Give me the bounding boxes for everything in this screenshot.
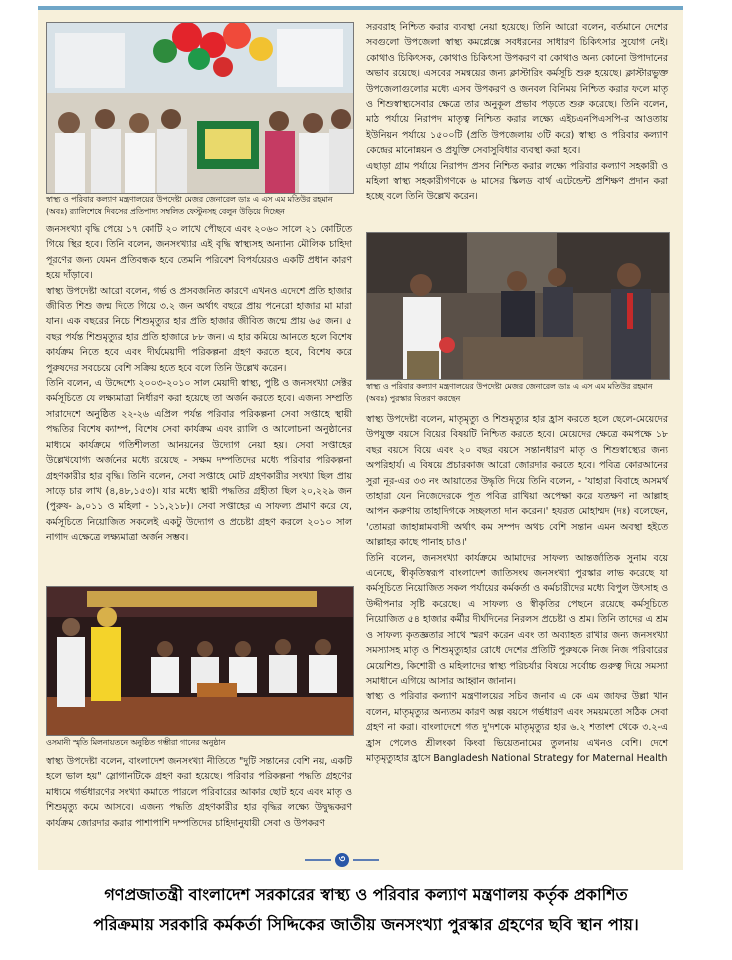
rally-photo-caption: স্বাস্থ্য ও পরিবার কল্যাণ মন্ত্রণালয়ের উপদেষ্টা মেজর জেনারেল ডাঃ এ এস এম মতিউর রহমান (অবঃ) র‍্যালিশেষে দিবসের প্রতিপাদ্য সম্বলিত ফেস্টুনসহ বেলুন উড়িয়ে দিচ্ছেন <box>46 195 333 216</box>
award-ceremony-photo <box>366 232 670 380</box>
left-column-bottom <box>46 754 352 831</box>
footer-line-2: পরিক্রমায় সরকারি কর্মকর্তা সিদ্দিকের জাতীয় জনসংখ্যা পুরস্কার গ্রহণের ছবি স্থান পায়। <box>93 915 639 934</box>
right-paragraph-1: সরবরাহ নিশ্চিত করার ব্যবস্থা নেয়া হয়েছে। তিনি আরো বলেন, বর্তমানে দেশের সবগুলো উপজেলা স্বাস্থ্য কমপ্লেক্সে সবধরনের সাধারণ চিকিৎসার সুযোগ নেই। কোথাও চিকিৎসক, কোথাও চিকিৎসা উপকরণ বা কোথাও অন্য কোনো উপাদানের অভাব রয়েছে। এসবের সমন্বয়ের জন্য ক্লাস্টারিং কর্মসূচি শুরু হয়েছে। ক্লাস্টারভুক্ত উপজেলাগুলোর মধ্যে এসব উপকরণ ও জনবল বিনিময় নিশ্চিত করার ফলে মাতৃ ও শিশুস্বাস্থ্যসেবার ক্ষেত্রে তার অনুকূল প্রভাব পড়তে শুরু করেছে। তিনি বলেন, মাঠ পর্যায়ে নিরাপদ মাতৃত্ব নিশ্চিত করার লক্ষ্যে এইচএনপিএসপি-র আওতায় ইউনিয়ন পর্যায়ে ১৫০০টি (প্রতি উপজেলায় ৩টি করে) স্বাস্থ্য ও পরিবার কল্যাণ কেন্দ্রের মানোন্নয়ন ও প্রযুক্তি সেবাসুবিধার ব্যবস্থা করা হবে। <box>366 22 668 157</box>
right-paragraph-5: স্বাস্থ্য ও পরিবার কল্যাণ মন্ত্রণালয়ের সচিব জনাব এ কে এম জাফর উল্লা খান বলেন, মাতৃমৃত্যুর অন্যতম কারণ অল্প বয়সে গর্ভধারণ এবং সময়মতো সঠিক সেবা গ্রহণ না করা। বাংলাদেশে গত দু'দশকে মাতৃমৃত্যুর হার ৬.২ শতাংশ থেকে ৩.২-এ হ্রাস পেলেও শ্রীলংকা কিংবা ভিয়েতনামের তুলনায় এখনও বেশি। দেশে মাতৃমৃত্যুহার হ্রাসে Bangladesh National Strategy for Maternal Health <box>366 691 668 764</box>
left-paragraph-3: তিনি বলেন, এ উদ্দেশ্যে ২০০৩-২০১০ সাল মেয়াদী স্বাস্থ্য, পুষ্টি ও জনসংখ্যা সেক্টর কর্মসূচিতে যে লক্ষ্যমাত্রা নির্ধারণ করা হয়েছে তা অর্জন করতে হবে। এজন্য সম্প্রতি সারাদেশে অনুষ্ঠিত ২২-২৬ এপ্রিল পর্যন্ত পরিবার পরিকল্পনা সেবা সপ্তাহে স্থায়ী পদ্ধতির বিশেষ ক্যাম্প, বিশেষ সেবা কার্যক্রম এবং র‍্যালি ও আলোচনা অনুষ্ঠানের মাধ্যমে কার্যক্রমে গতিশীলতা আনয়নের উদ্যোগ নেয়া হয়। সেবা সপ্তাহের উল্লেখযোগ্য অর্জনের মধ্যে রয়েছে - সক্ষম দম্পতিদের মধ্যে পরিবার পরিকল্পনা গ্রহণকারীর হার বৃদ্ধি। তিনি বলেন, সেবা সপ্তাহে মোট গ্রহণকারীর সংখ্যা ছিল প্রায় সাড়ে চার লাখ (৪,৪৮,১৫৩)। যার মধ্যে স্থায়ী পদ্ধতির গ্রহীতা ছিল ২০,২২৯ জন (পুরুষ- ৯,০১১ ও মহিলা - ১১,২১৮)। সেবা সপ্তাহের এ সাফল্য প্রমাণ করে যে, কর্মসূচিতে নিয়োজিত সকলেই একটু উদ্যোগ ও প্রচেষ্টা গ্রহণ করলে ২০১০ সাল নাগাদ এক্ষেত্রে লক্ষ্যমাত্রা অর্জন সম্ভব। <box>46 378 352 544</box>
right-paragraph-4: তিনি বলেন, জনসংখ্যা কার্যক্রমে আমাদের সাফল্য আন্তর্জাতিক সুনাম বয়ে এনেছে, স্বীকৃতিস্বরূপ বাংলাদেশ জাতিসংঘ জনসংখ্যা পুরস্কার লাভ করেছে যা কর্মসূচিতে নিয়োজিত সকল পর্যায়ের কর্মকর্তা ও কর্মচারীদের মধ্যে বিপুল উৎসাহ ও উদ্দীপনার সৃষ্টি করেছে। এ সাফল্য ও স্বীকৃতির পেছনে রয়েছে কর্মসূচিতে নিয়োজিত ৫৪ হাজার কর্মীর দীর্ঘদিনের নিরলস প্রচেষ্টা ও শ্রম। তিনি তাদের এ শ্রম ও সাফল্য কৃতজ্ঞতার সাথে স্মরণ করেন এবং তা অব্যাহত রাখার জন্য জনসংখ্যা সমস্যাসহ মাতৃ ও শিশুমৃত্যুহার রোধে দেশের প্রতিটি পুরুষকে নিজ নিজ পরিবারের মেয়েশিশু, কিশোরী ও মহিলাদের স্বাস্থ্য পরিচর্যার বিষয়ে সর্বোচ্চ গুরুত্ব দিয়ে সমস্যা সমাধানে এগিয়ে আসার আহ্বান জানান। <box>366 552 668 687</box>
rally-photo <box>46 22 354 194</box>
footer-caption <box>0 870 732 960</box>
right-paragraph-2: এছাড়া গ্রাম পর্যায়ে নিরাপদ প্রসব নিশ্চিত করার লক্ষ্যে পরিবার কল্যাণ সহকারী ও মহিলা স্বাস্থ্য সহকারীগণকে ৬ মাসের স্কিলড বার্থ এটেন্ডেন্ট প্রশিক্ষণ প্রদান করা হচ্ছে বলে তিনি উল্লেখ করেন। <box>366 160 668 203</box>
left-paragraph-2: স্বাস্থ্য উপদেষ্টা আরো বলেন, গর্ভ ও প্রসবজনিত কারণে এখনও এদেশে প্রতি হাজার জীবিত শিশু জন্ম দিতে গিয়ে ৩.২ জন অর্থাৎ বছরে প্রায় পনেরো হাজার মা মারা যান। এক বছরের নিচে শিশুমৃত্যুর হার প্রতি হাজার জীবিত জন্মে প্রায় ৬৫ জন। ৫ বছর পর্যন্ত শিশুমৃত্যুর হার প্রতি হাজারে ৮৮ জন। এ হার কমিয়ে আনতে হলে বিশেষ কার্যক্রম নিতে হবে এবং দীর্ঘমেয়াদী পরিকল্পনা গ্রহণ করতে হবে, বিশেষ করে পুরুষদের সবচেয়ে বেশি সক্রিয় হতে হবে বলে তিনি উল্লেখ করেন। <box>46 285 352 374</box>
page-number: ৩ <box>338 854 346 865</box>
left-paragraph-4: স্বাস্থ্য উপদেষ্টা বলেন, বাংলাদেশ জনসংখ্যা নীতিতে "দুটি সন্তানের বেশি নয়, একটি হলে ভাল হয়" স্লোগানটিকে গ্রহণ করা হয়েছে। পরিবার পরিকল্পনা পদ্ধতি গ্রহণের মাধ্যমে গর্ভধারণের সংখ্যা কমাতে পারলে পরিবারের আকার ছোট হবে এবং মাতৃ ও শিশুমৃত্যু কমে আসবে। এজন্য পদ্ধতি গ্রহণকারীর হার বৃদ্ধির লক্ষ্যে উদ্বুদ্ধকরণ কার্যক্রম জোরদার করার পাশাপাশি দম্পতিদের চাহিদানুযায়ী সেবা ও উপকরণ <box>46 756 352 829</box>
left-paragraph-1: জনসংখ্যা বৃদ্ধি পেয়ে ১৭ কোটি ২০ লাখে পৌছবে এবং ২০৬০ সালে ২১ কোটিতে গিয়ে স্থির হবে। তিনি বলেন, জনসংখ্যার এই বৃদ্ধি স্বাস্থ্যসহ অন্যান্য মৌলিক চাহিদা পূরণের জন্য যেমন প্রতিবন্ধক হবে তেমনি পরিবেশ বিপর্যয়েরও একটি প্রধান কারণ হয়ে দাঁড়াবে। <box>46 224 352 282</box>
award-photo-caption: স্বাস্থ্য ও পরিবার কল্যাণ মন্ত্রণালয়ের উপদেষ্টা মেজর জেনারেল ডাঃ এ এস এম মতিউর রহমান (অবঃ) পুরস্কার বিতরণ করছেন <box>366 382 653 403</box>
right-column-bottom <box>366 412 668 766</box>
footer-line-1: গণপ্রজাতন্ত্রী বাংলাদেশ সরকারের স্বাস্থ্য ও পরিবার কল্যাণ মন্ত্রণালয় কর্তৃক প্রকাশিত <box>104 885 628 904</box>
page-number-marker <box>305 852 379 868</box>
right-paragraph-3: স্বাস্থ্য উপদেষ্টা বলেন, মাতৃমৃত্যু ও শিশুমৃত্যুর হার হ্রাস করতে হলে ছেলে-মেয়েদের উপযুক্ত বয়সে বিয়ের বিষয়টি নিশ্চিত করতে হবে। মেয়েদের ক্ষেত্রে কমপক্ষে ১৮ বছর বয়সে বিয়ে এবং ২০ বছর বয়সে সন্তানধারণ মাতৃ ও শিশুস্বাস্থ্যের জন্য অপরিহার্য। এ বিষয়ে প্রচারকাজ আরো জোরদার করতে হবে। পবিত্র কোরআনের সুরা নূর-এর ৩৩ নং আয়াতের উদ্ধৃতি দিয়ে তিনি বলেন, - 'যাহারা বিবাহে অসমর্থ তাহারা যেন নিজেদেরকে পূত পবিত্র রাখিয়া অপেক্ষা করে যতক্ষণ না আল্লাহ আপন করুণায় তাহাদিগকে সচ্ছলতা দান করেন।' হযরত মোহাম্মদ (দঃ) বলেছেন, 'তোমরা জাহান্নামবাসী অর্থাৎ কম সম্পদ অথচ বেশি সন্তান এমন অবস্থা হইতে আল্লাহর কাছে পানাহ চাও।' <box>366 414 668 549</box>
left-column-top <box>46 222 352 546</box>
stage-performance-photo <box>46 586 354 736</box>
right-column-top <box>366 20 668 205</box>
stage-photo-caption: ওসমানী স্মৃতি মিলনায়তনে অনুষ্ঠিত গম্ভীরা গানের অনুষ্ঠান <box>46 738 226 747</box>
